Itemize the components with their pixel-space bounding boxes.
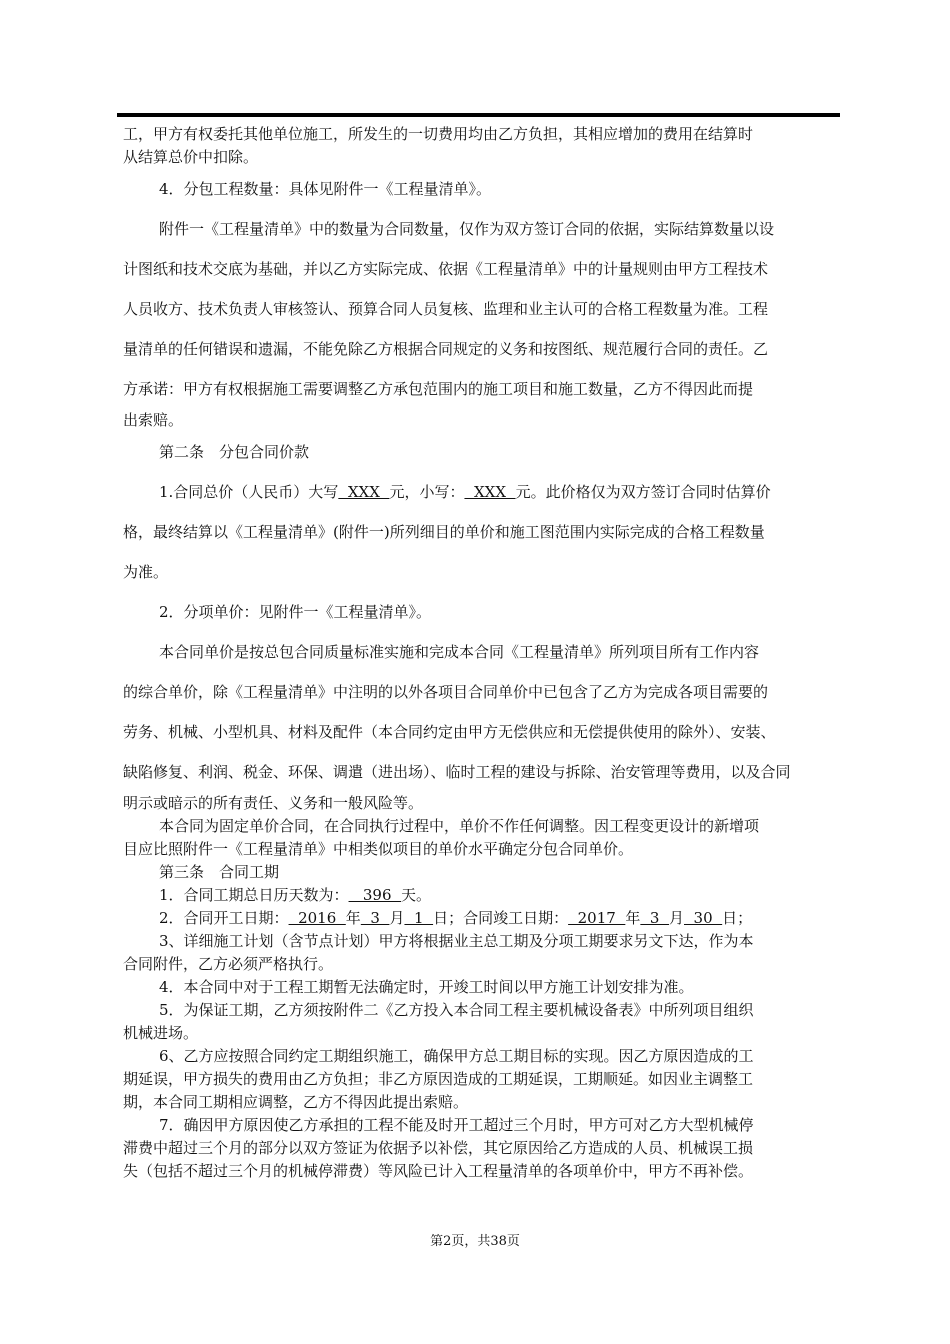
page-footer: 第2页，共38页 xyxy=(430,1234,520,1249)
month-label: 月 xyxy=(389,909,405,927)
text-line: 为准。 xyxy=(123,563,169,581)
end-month-blank: 3 xyxy=(640,909,669,927)
text-line: 滞费中超过三个月的部分以双方签证为依据予以补偿，其它原因给乙方造成的人员、机械误工损 xyxy=(123,1139,754,1157)
text-line: 期，本合同工期相应调整，乙方不得因此提出索赔。 xyxy=(123,1093,469,1111)
text-line: 工，甲方有权委托其他单位施工，所发生的一切费用均由乙方负担，其相应增加的费用在结算时 xyxy=(123,125,754,143)
article-2-heading: 第二条 分包合同价款 xyxy=(159,443,310,461)
text-line: 7．确因甲方原因使乙方承担的工程不能及时开工超过三个月时，甲方可对乙方大型机械停 xyxy=(159,1116,754,1134)
dates-label-start: 2．合同开工日期： xyxy=(159,909,289,927)
text-line: 6、乙方应按照合同约定工期组织施工，确保甲方总工期目标的实现。因乙方原因造成的工 xyxy=(159,1047,754,1065)
price-upper-blank: XXX xyxy=(338,483,390,501)
article-3-heading: 第三条 合同工期 xyxy=(159,863,280,881)
text-line: 从结算总价中扣除。 xyxy=(123,148,259,166)
text-line: 期延误，甲方损失的费用由乙方负担；非乙方原因造成的工期延误，工期顺延。如因业主调整工 xyxy=(123,1070,754,1088)
text-line: 本合同为固定单价合同，在合同执行过程中，单价不作任何调整。因工程变更设计的新增项 xyxy=(159,817,760,835)
text-line: 合同附件，乙方必须严格执行。 xyxy=(123,955,334,973)
duration-days-blank: 396 xyxy=(348,886,402,904)
month-label: 月 xyxy=(668,909,684,927)
document-body xyxy=(123,123,835,1183)
price-mid: 元，小写： xyxy=(389,483,465,501)
year-label: 年 xyxy=(625,909,641,927)
dates-end: 日； xyxy=(722,909,753,927)
contract-total-price-line xyxy=(123,472,835,512)
clause-4-quantity: 4．分包工程数量：具体见附件一《工程量清单》。 xyxy=(159,180,492,198)
text-line: 本合同单价是按总包合同质量标准实施和完成本合同《工程量清单》所列项目所有工作内容 xyxy=(159,643,760,661)
text-line: 人员收方、技术负责人审核签认、预算合同人员复核、监理和业主认可的合格工程数量为准。工程 xyxy=(123,300,769,318)
end-year-blank: 2017 xyxy=(568,909,626,927)
text-line: 方承诺：甲方有权根据施工需要调整乙方承包范围内的施工项目和施工数量，乙方不得因此而提 xyxy=(123,380,754,398)
contract-duration-line xyxy=(123,884,835,907)
text-line: 失（包括不超过三个月的机械停滞费）等风险已计入工程量清单的各项单价中，甲方不再补偿。 xyxy=(123,1162,754,1180)
text-line: 劳务、机械、小型机具、材料及配件（本合同约定由甲方无偿供应和无偿提供使用的除外）、安装、 xyxy=(123,723,776,741)
duration-prefix: 1．合同工期总日历天数为： xyxy=(159,886,349,904)
price-lower-blank: XXX xyxy=(464,483,516,501)
start-year-blank: 2016 xyxy=(288,909,346,927)
text-line: 3、详细施工计划（含节点计划）甲方将根据业主总工期及分项工期要求另文下达，作为本 xyxy=(159,932,754,950)
header-rule xyxy=(117,113,840,117)
text-line: 目应比照附件一《工程量清单》中相类似项目的单价水平确定分包合同单价。 xyxy=(123,840,634,858)
start-day-blank: 1 xyxy=(404,909,434,927)
text-line: 4．本合同中对于工程工期暂无法确定时，开竣工时间以甲方施工计划安排为准。 xyxy=(159,978,694,996)
start-month-blank: 3 xyxy=(360,909,390,927)
clause-2-unit-price: 2．分项单价：见附件一《工程量清单》。 xyxy=(159,603,432,621)
dates-day-separator: 日；合同竣工日期： xyxy=(433,909,569,927)
text-line: 量清单的任何错误和遗漏，不能免除乙方根据合同规定的义务和按图纸、规范履行合同的责任。乙 xyxy=(123,340,769,358)
text-line: 计图纸和技术交底为基础，并以乙方实际完成、依据《工程量清单》中的计量规则由甲方工程技术 xyxy=(123,260,769,278)
price-suffix: 元。此价格仅为双方签订合同时估算价 xyxy=(515,483,771,501)
text-line: 缺陷修复、利润、税金、环保、调遣（进出场）、临时工程的建设与拆除、治安管理等费用，以及合同 xyxy=(123,763,791,781)
end-day-blank: 30 xyxy=(684,909,723,927)
text-line: 明示或暗示的所有责任、义务和一般风险等。 xyxy=(123,794,424,812)
duration-suffix: 天。 xyxy=(401,886,432,904)
text-line: 附件一《工程量清单》中的数量为合同数量，仅作为双方签订合同的依据，实际结算数量以设 xyxy=(159,220,775,238)
text-line: 的综合单价，除《工程量清单》中注明的以外各项目合同单价中已包含了乙方为完成各项目需要的 xyxy=(123,683,769,701)
price-prefix: 1.合同总价（人民币）大写 xyxy=(159,483,339,501)
text-line: 格，最终结算以《工程量清单》(附件一)所列细目的单价和施工图范围内实际完成的合格工程数量 xyxy=(123,523,765,541)
year-label: 年 xyxy=(345,909,361,927)
text-line: 5．为保证工期，乙方须按附件二《乙方投入本合同工程主要机械设备表》中所列项目组织 xyxy=(159,1001,754,1019)
contract-dates-line xyxy=(123,907,835,930)
text-line: 机械进场。 xyxy=(123,1024,199,1042)
text-line: 出索赔。 xyxy=(123,411,184,429)
